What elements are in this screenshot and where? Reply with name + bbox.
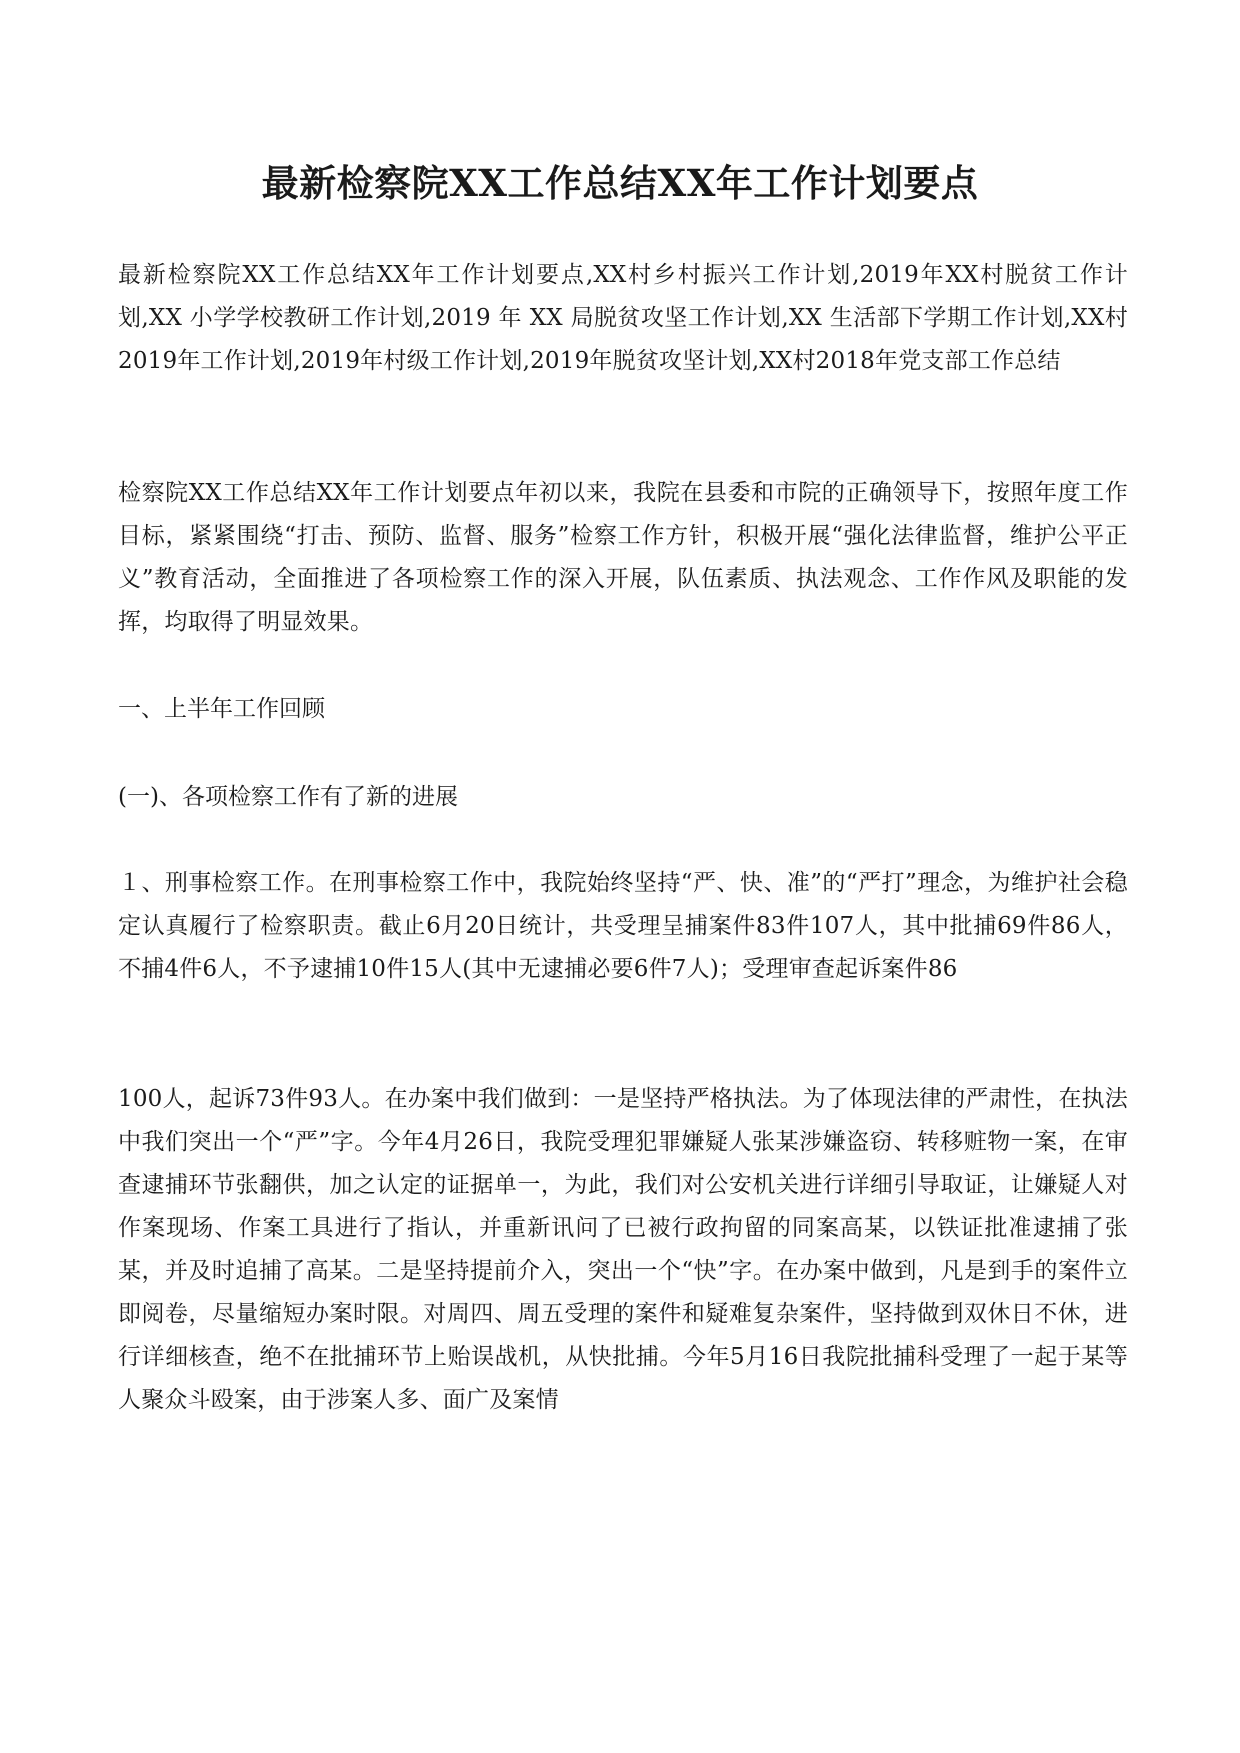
section-heading: 一、上半年工作回顾 (118, 696, 325, 722)
body-paragraph-1: １、刑事检察工作。在刑事检察工作中，我院始终坚持“严、快、准”的“严打”理念，为维护社会稳定认真履行了检察职责。截止6月20日统计，共受理呈捕案件83件107人，其中批捕69件86人，不捕4件6人，不予逮捕10件15人(其中无逮捕必要6件7人)；受理审查起诉案件86 (118, 870, 1128, 982)
body-paragraph-2: 100人，起诉73件93人。在办案中我们做到：一是坚持严格执法。为了体现法律的严肃性，在执法中我们突出一个“严”字。今年4月26日，我院受理犯罪嫌疑人张某涉嫌盗窃、转移赃物一案，在审查逮捕环节张翻供，加之认定的证据单一，为此，我们对公安机关进行详细引导取证，让嫌疑人对作案现场、作案工具进行了指认，并重新讯问了已被行政拘留的同案高某，以铁证批准逮捕了张某，并及时追捕了高某。二是坚持提前介入，突出一个“快”字。在办案中做到，凡是到手的案件立即阅卷，尽量缩短办案时限。对周四、周五受理的案件和疑难复杂案件，坚持做到双休日不休，进行详细核查，绝不在批捕环节上贻误战机，从快批捕。今年5月16日我院批捕科受理了一起于某等人聚众斗殴案，由于涉案人多、面广及案情 (118, 1086, 1128, 1413)
document-title: 最新检察院XX工作总结XX年工作计划要点 (261, 161, 979, 205)
subsection-heading: (一)、各项检察工作有了新的进展 (118, 784, 458, 810)
keywords-paragraph: 最新检察院XX工作总结XX年工作计划要点,XX村乡村振兴工作计划,2019年XX村脱贫工作计划,XX 小学学校教研工作计划,2019 年 XX 局脱贫攻坚工作计划,XX 生活部下学期工作计划,XX村2019年工作计划,2019年村级工作计划,2019年脱贫攻坚计划,XX村2018年党支部工作总结 (118, 262, 1128, 374)
intro-paragraph: 检察院XX工作总结XX年工作计划要点年初以来，我院在县委和市院的正确领导下，按照年度工作目标，紧紧围绕“打击、预防、监督、服务”检察工作方针，积极开展“强化法律监督，维护公平正义”教育活动，全面推进了各项检察工作的深入开展，队伍素质、执法观念、工作作风及职能的发挥，均取得了明显效果。 (118, 480, 1128, 635)
